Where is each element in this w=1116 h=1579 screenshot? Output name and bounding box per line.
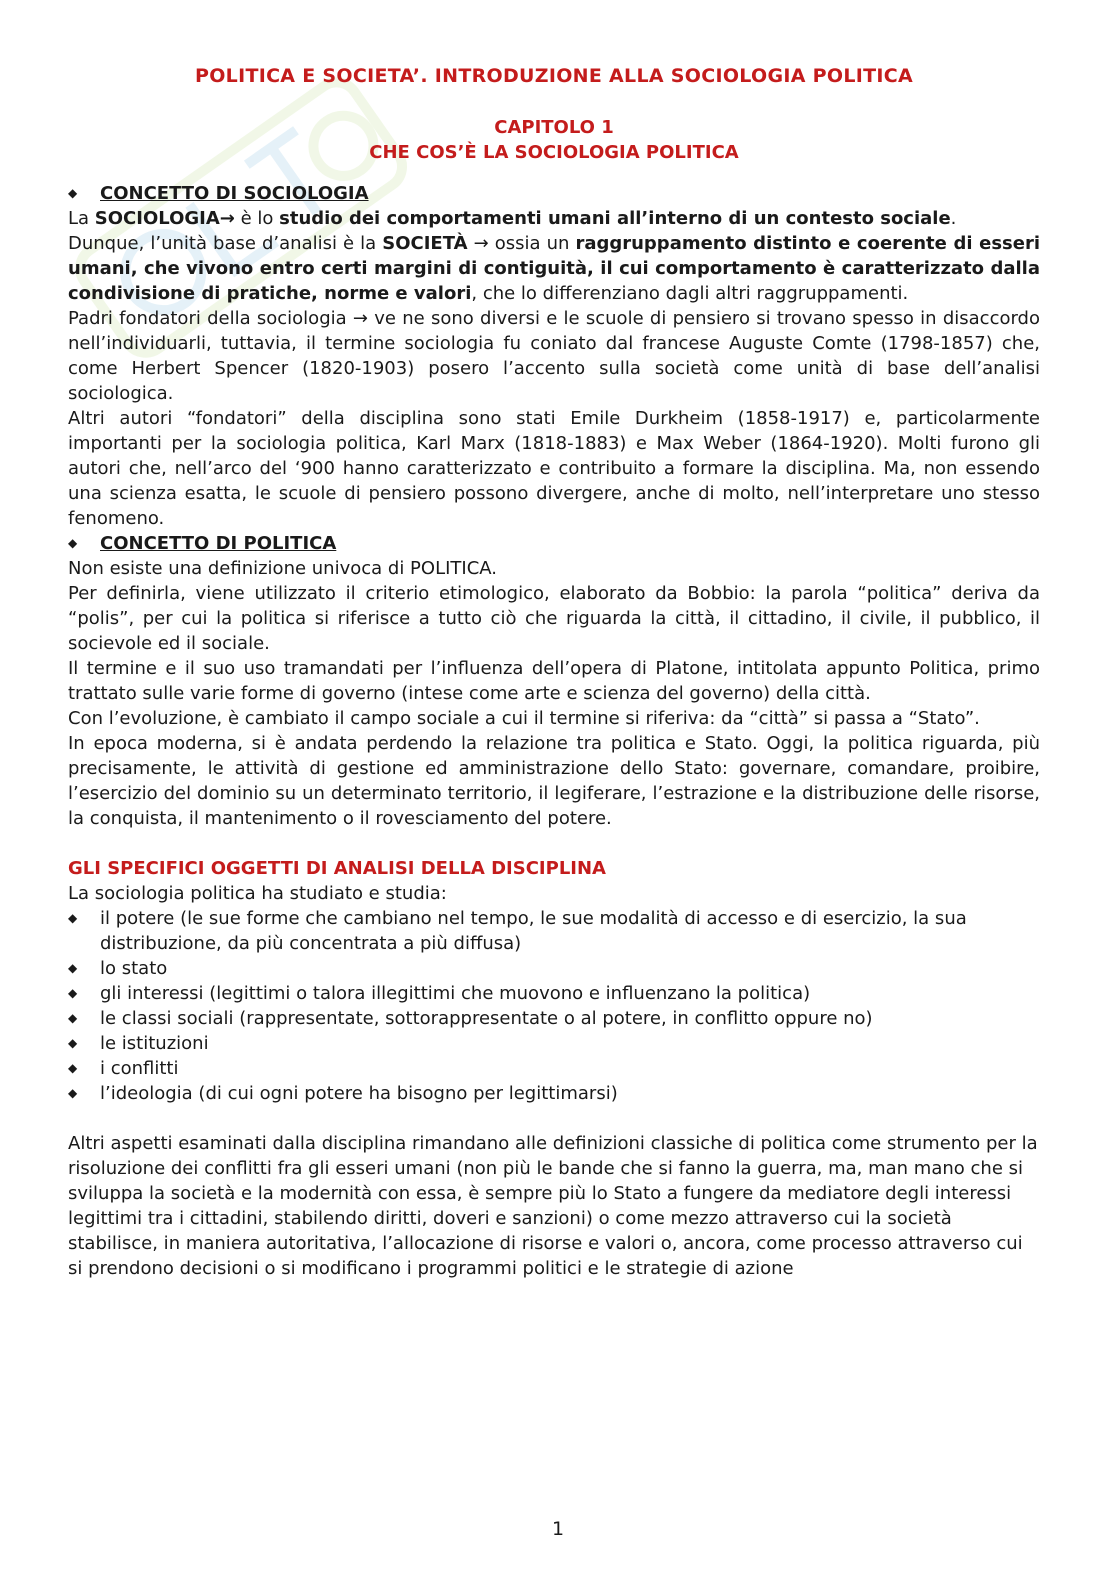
list-item: ◆ l’ideologia (di cui ogni potere ha bisogno per legittimarsi) [68,1083,618,1104]
document-title: POLITICA E SOCIETA’. INTRODUZIONE ALLA SOCIOLOGIA POLITICA [194,65,913,87]
diamond-bullet-icon: ◆ [68,1036,78,1050]
section-title-oggetti: GLI SPECIFICI OGGETTI DI ANALISI DELLA DISCIPLINA [68,858,606,879]
diamond-bullet-icon: ◆ [68,1011,78,1025]
section-heading-text: CONCETTO DI SOCIOLOGIA [100,183,369,204]
paragraph: Il termine e il suo uso tramandati per l’influenza dell’opera di Platone, intitolata appunto Politica, primo trattato sulle varie forme di governo (intese come arte e scienza del governo) della città. [68,658,1040,704]
paragraph: Dunque, l’unità base d’analisi è la SOCIETÀ → ossia un raggruppamento distinto e coerente di esseri umani, che vivono entro certi margini di contiguità, il cui comportamento è caratterizzato dalla condivisione di pratiche, norme e valori, che lo differenziano dagli altri raggruppamenti. [68,233,1040,304]
paragraph: In epoca moderna, si è andata perdendo la relazione tra politica e Stato. Oggi, la politica riguarda, più precisamente, le attività di gestione ed amministrazione dello Stato: governare, comandare, proibire, l’esercizio del dominio su un determinato territorio, il legiferare, l’estrazione e la distribuzione delle risorse, la conquista, il mantenimento o il rovesciamento del potere. [68,733,1040,829]
list-item: ◆ gli interessi (legittimi o talora illegittimi che muovono e influenzano la politica) [68,983,811,1004]
diamond-bullet-icon: ◆ [68,536,78,550]
paragraph: Padri fondatori della sociologia → ve ne sono diversi e le scuole di pensiero si trovano spesso in disaccordo nell’individuarli, tuttavia, il termine sociologia fu coniato dal francese Auguste Comte (1798-1857) che, come Herbert Spencer (1820-1903) posero l’accento sulla società come unità di base dell’analisi sociologica. [68,308,1040,404]
section-heading-sociologia [68,181,1040,206]
paragraph: Altri autori “fondatori” della disciplina sono stati Emile Durkheim (1858-1917) e, particolarmente importanti per la sociologia politica, Karl Marx (1818-1883) e Max Weber (1864-1920). Molti furono gli autori che, nell’arco del ‘900 hanno caratterizzato e contribuito a formare la disciplina. Ma, non essendo una scienza esatta, le scuole di pensiero possono divergere, anche di molto, nell’interpretare uno stesso fenomeno. [68,408,1040,529]
section-heading-text: CONCETTO DI POLITICA [100,533,337,554]
paragraph: La SOCIOLOGIA→ è lo studio dei comportamenti umani all’interno di un contesto sociale. [68,208,957,229]
diamond-bullet-icon: ◆ [68,1061,78,1075]
closing-paragraph: Altri aspetti esaminati dalla disciplina rimandano alle definizioni classiche di politica come strumento per la risoluzione dei conflitti fra gli esseri umani (non più le bande che si fanno la guerra, ma, man mano che si sviluppa la società e la modernità con essa, è sempre più lo Stato a fungere da mediatore degli interessi legittimi tra i cittadini, stabilendo diritti, doveri e sanzioni) o come mezzo attraverso cui la società stabilisce, in maniera autoritativa, l’allocazione di risorse e valori o, ancora, come processo attraverso cui si prendono decisioni o si modificano i programmi politici e le strategie di azione [68,1133,1038,1279]
chapter-heading [68,115,1040,165]
paragraph: Per definirla, viene utilizzato il criterio etimologico, elaborato da Bobbio: la parola “politica” deriva da “polis”, per cui la politica si riferisce a tutto ciò che riguarda la città, il cittadino, il civile, il pubblico, il socievole ed il sociale. [68,583,1040,654]
diamond-bullet-icon: ◆ [68,1086,78,1100]
list-item: ◆ le istituzioni [68,1033,209,1054]
diamond-bullet-icon: ◆ [68,186,78,200]
list-item: ◆ le classi sociali (rappresentate, sottorappresentate o al potere, in conflitto oppure no) [68,1008,873,1029]
list-intro: La sociologia politica ha studiato e studia: [68,883,447,904]
list-item: ◆ il potere (le sue forme che cambiano nel tempo, le sue modalità di accesso e di esercizio, la sua distribuzione, da più concentrata a più diffusa) [68,908,967,954]
paragraph: Non esiste una definizione univoca di POLITICA. [68,558,498,579]
diamond-bullet-icon: ◆ [68,986,78,1000]
paragraph: Con l’evoluzione, è cambiato il campo sociale a cui il termine si riferiva: da “città” si passa a “Stato”. [68,708,980,729]
section-heading-politica [68,531,1040,556]
list-item: ◆ lo stato [68,958,168,979]
topics-list [68,906,1040,1106]
chapter-name: CHE COS’È LA SOCIOLOGIA POLITICA [369,142,739,163]
page-number: 1 [551,1518,565,1540]
list-item: ◆ i conflitti [68,1058,179,1079]
diamond-bullet-icon: ◆ [68,961,78,975]
chapter-number: CAPITOLO 1 [494,117,614,138]
diamond-bullet-icon: ◆ [68,911,78,925]
document-page [68,64,1040,1281]
